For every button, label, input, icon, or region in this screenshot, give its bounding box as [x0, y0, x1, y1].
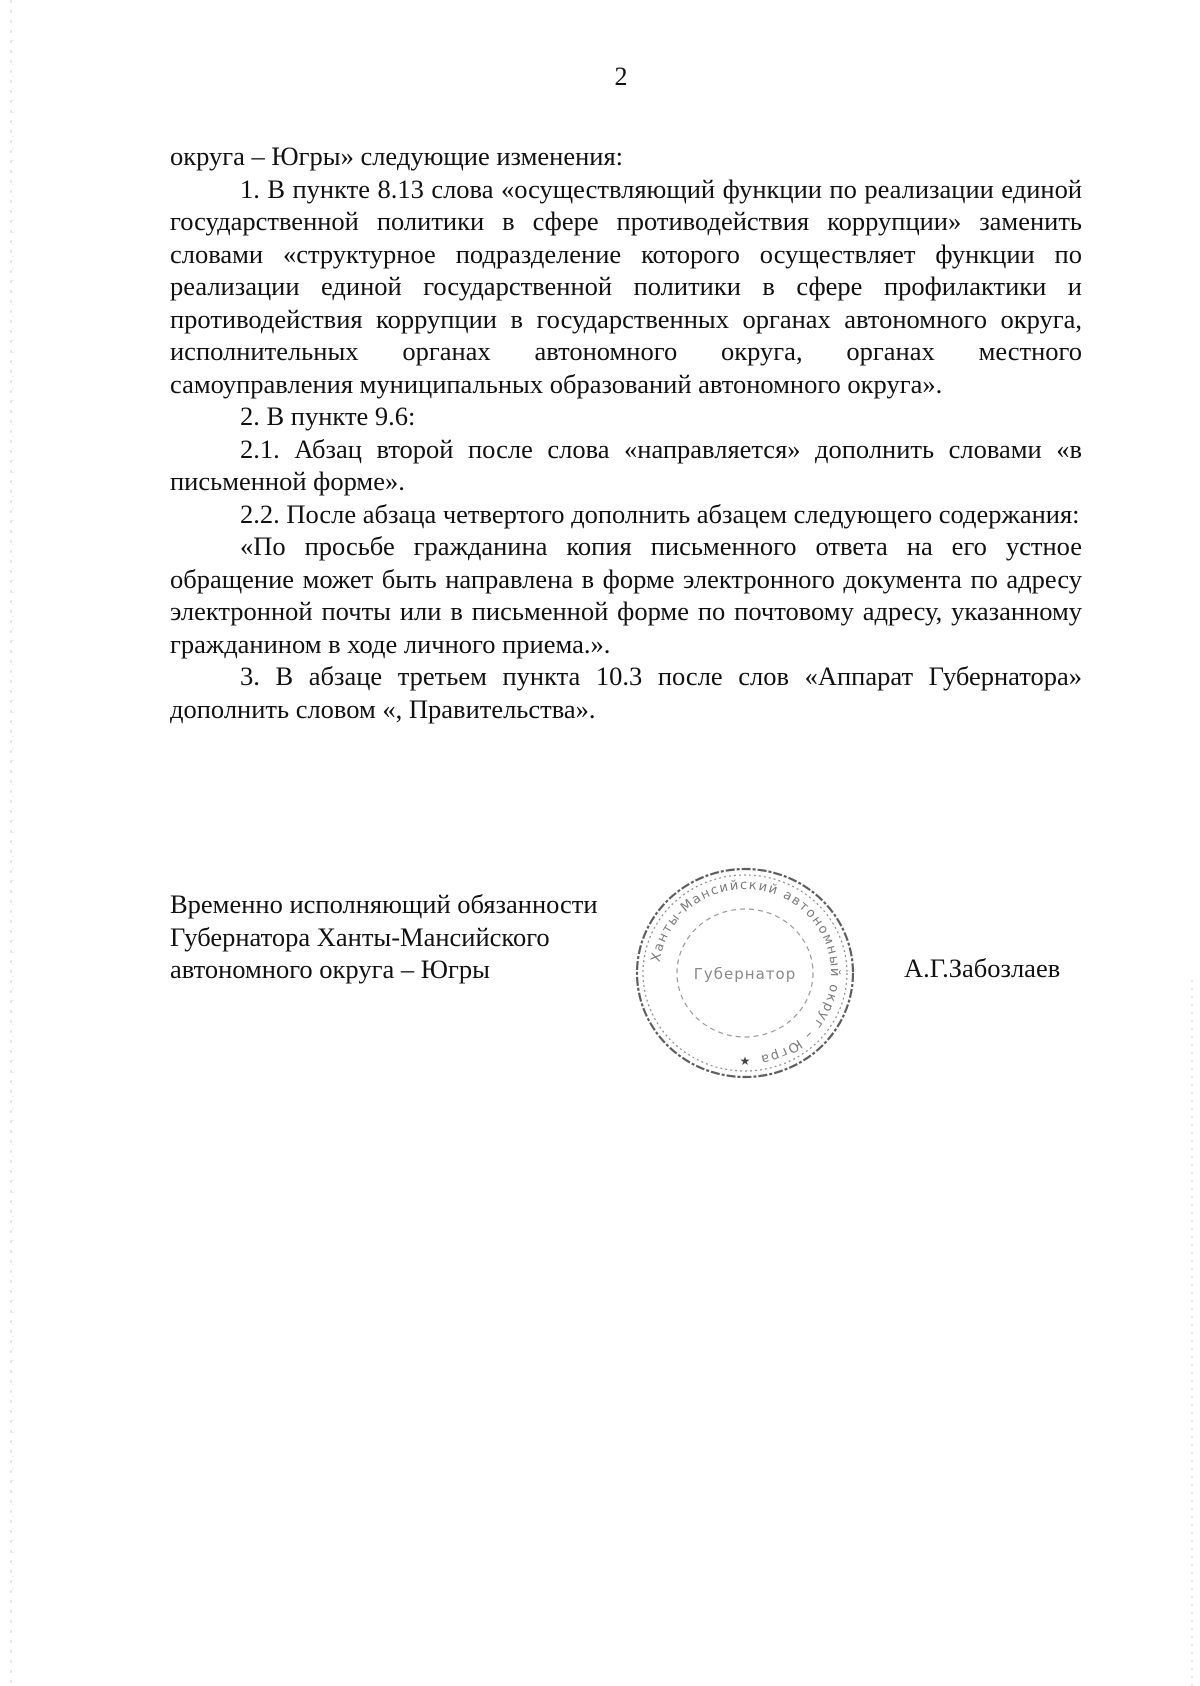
paragraph-quoted-text: «По просьбе гражданина копия письменного ответа на его устное обращение может быть направлена в форме электронного документа по адресу электронной почты или в письменной форме по почтовому адресу, указанному гражданином в ходе личного приема.».: [170, 531, 1082, 659]
svg-text:★: ★: [739, 1054, 751, 1068]
seal-center-text: Губернатор: [693, 965, 797, 983]
paragraph-intro: округа – Югры» следующие изменения:: [170, 141, 624, 171]
document-body: [170, 140, 1082, 725]
scan-edge-right: [1188, 980, 1196, 1686]
seal-ring-text: Ханты-Мансийский автономный округ – Югра: [648, 877, 843, 1067]
paragraph-item-2-2: 2.2. После абзаца четвертого дополнить абзацем следующего содержания:: [240, 498, 1080, 529]
signature-position-line: Губернатора Ханты-Мансийского: [170, 921, 550, 952]
paragraph-item-1: 1. В пункте 8.13 слова «осуществляющий функции по реализации единой государственной политики в сфере противодействия коррупции» заменить словами «структурное подразделение которого осуществляет функции по реализации единой государственной политики в сфере профилактики и противодействия коррупции в государственных органах автономного округа, исполнительных органах автономного округа, органах местного самоуправления муниципальных образований автономного округа».: [170, 173, 1082, 399]
official-seal: [630, 862, 860, 1084]
page-number: 2: [614, 62, 628, 91]
signature-position: [170, 888, 598, 986]
paragraph-item-2: 2. В пункте 9.6:: [240, 401, 416, 431]
signature-position-line: Временно исполняющий обязанности: [170, 889, 598, 919]
paragraph-item-3: 3. В абзаце третьем пункта 10.3 после слов «Аппарат Губернатора» дополнить словом «, Правительства».: [170, 661, 1082, 724]
signer-name: А.Г.Забозлаев: [904, 953, 1061, 983]
scan-edge-left: [6, 0, 16, 1686]
paragraph-item-2-1: 2.1. Абзац второй после слова «направляется» дополнить словами «в письменной форме».: [170, 433, 1082, 496]
signature-position-line: автономного округа – Югры: [170, 954, 490, 984]
